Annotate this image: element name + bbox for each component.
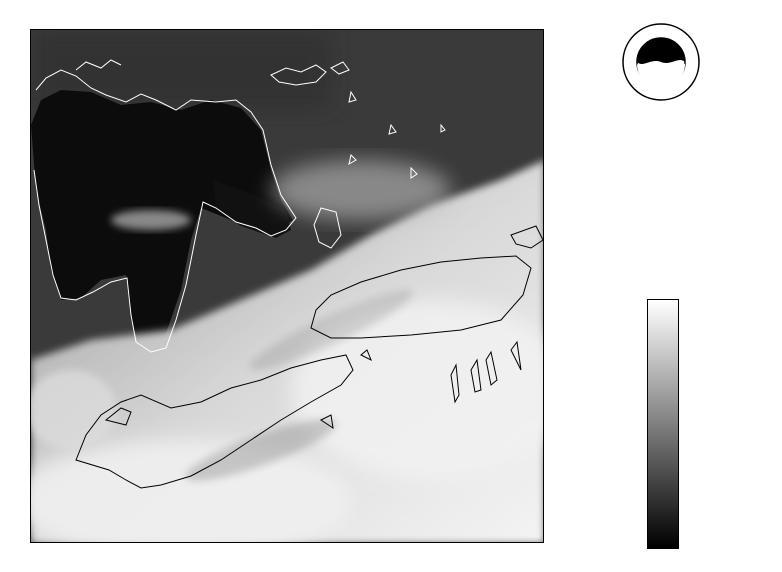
noaa-logo [621,22,701,102]
colorbar [647,299,679,549]
noaa-seal-icon [621,22,701,102]
satellite-image-canvas [31,30,544,543]
satellite-image [30,29,544,543]
